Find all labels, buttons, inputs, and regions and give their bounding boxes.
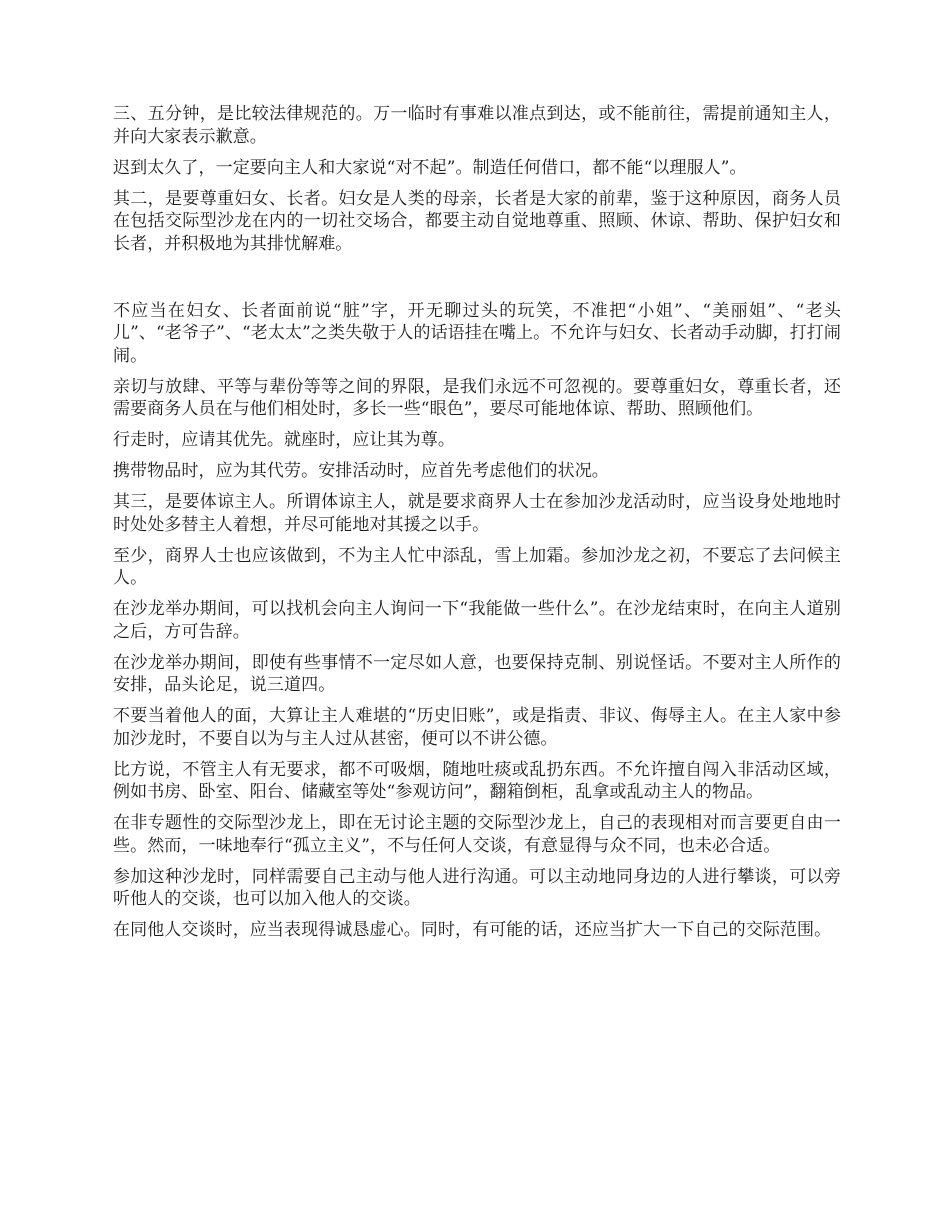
paragraph: 在沙龙举办期间，即使有些事情不一定尽如人意，也要保持克制、别说怪话。不要对主人所作的安排，品头论足，说三道四。	[113, 652, 841, 695]
paragraph: 比方说，不管主人有无要求，都不可吸烟，随地吐痰或乱扔东西。不允许擅自闯入非活动区域，例如书房、卧室、阳台、储藏室等处“参观访问”，翻箱倒柜，乱拿或乱动主人的物品。	[113, 759, 841, 802]
paragraph: 不应当在妇女、长者面前说“脏”字，开无聊过头的玩笑，不准把“小姐”、“美丽姐”、“老头儿”、“老爷子”、“老太太”之类失敬于人的话语挂在嘴上。不允许与妇女、长者动手动脚，打打闹闹。	[113, 300, 841, 366]
paragraph: 不要当着他人的面，大算让主人难堪的“历史旧账”，或是指责、非议、侮辱主人。在主人家中参加沙龙时，不要自以为与主人过从甚密，便可以不讲公德。	[113, 706, 841, 749]
paragraph: 其二，是要尊重妇女、长者。妇女是人类的母亲，长者是大家的前辈，鉴于这种原因，商务人员在包括交际型沙龙在内的一切社交场合，都要主动自觉地尊重、照顾、休谅、帮助、保护妇女和长者，并积极地为其排忧解难。	[113, 188, 841, 254]
paragraph: 携带物品时，应为其代劳。安排活动时，应首先考虑他们的状况。	[113, 461, 609, 481]
paragraph: 行走时，应请其优先。就座时，应让其为尊。	[113, 430, 455, 450]
paragraph: 在非专题性的交际型沙龙上，即在无讨论主题的交际型沙龙上，自己的表现相对而言要更自由一些。然而，一味地奉行“孤立主义”，不与任何人交谈，有意显得与众不同，也未必合适。	[113, 813, 841, 856]
paragraph: 在沙龙举办期间，可以找机会向主人询问一下“我能做一些什么”。在沙龙结束时，在向主人道别之后，方可告辞。	[113, 599, 841, 642]
paragraph: 亲切与放肆、平等与辈份等等之间的界限，是我们永远不可忽视的。要尊重妇女，尊重长者，还需要商务人员在与他们相处时，多长一些“眼色”，要尽可能地体谅、帮助、照顾他们。	[113, 376, 841, 419]
paragraph: 在同他人交谈时，应当表现得诚恳虚心。同时，有可能的话，还应当扩大一下自己的交际范围。	[113, 920, 832, 940]
document-page	[113, 103, 841, 950]
section-gap	[113, 264, 841, 300]
paragraph: 至少，商界人士也应该做到，不为主人忙中添乱，雪上加霜。参加沙龙之初，不要忘了去问候主人。	[113, 545, 841, 588]
paragraph: 三、五分钟，是比较法律规范的。万一临时有事难以准点到达，或不能前往，需提前通知主人，并向大家表示歉意。	[113, 104, 841, 147]
paragraph: 参加这种沙龙时，同样需要自己主动与他人进行沟通。可以主动地同身边的人进行攀谈，可以旁听他人的交谈，也可以加入他人的交谈。	[113, 866, 841, 909]
paragraph: 其三，是要体谅主人。所谓体谅主人，就是要求商界人士在参加沙龙活动时，应当设身处地地时时处处多替主人着想，并尽可能地对其援之以手。	[113, 492, 841, 535]
paragraph: 迟到太久了，一定要向主人和大家说“对不起”。制造任何借口，都不能“以理服人”。	[113, 157, 747, 178]
